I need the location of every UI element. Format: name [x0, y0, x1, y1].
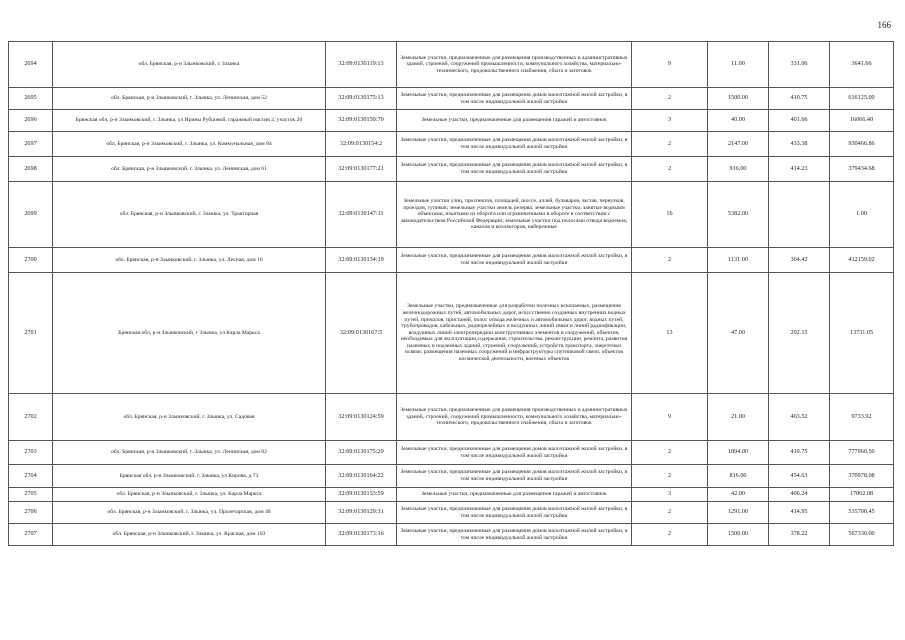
table-row: [9, 488, 894, 502]
address-cell: Брянская обл, р-н Злынковский, г. Злынка, ул Ирины Рубцовой, гаражный массив 2, участок 20: [53, 110, 326, 132]
land-purpose: Земельные участки, предназначенные для размещения производственных и административных зданий, строений, сооружений промышленности, коммунального хозяйства, материально-технического, продовольственного снабжения, сбыта и заготовок: [397, 394, 632, 441]
table-row: [9, 465, 894, 488]
cadastral-value: 370978.08: [830, 465, 894, 488]
table-row: [9, 182, 894, 248]
cadastral-number: 32:09:0130119:13: [326, 42, 397, 88]
area-value: 816.00: [708, 465, 769, 488]
specific-value: 364.42: [769, 248, 830, 273]
table-row: [9, 88, 894, 110]
table-row: [9, 132, 894, 157]
row-number: 2703: [9, 441, 53, 465]
area-value: 1894.00: [708, 441, 769, 465]
row-number: 2704: [9, 465, 53, 488]
cadastral-number: 32:09:0130129:31: [326, 502, 397, 524]
table-row: [9, 42, 894, 88]
land-purpose: Земельные участки, предназначенные для разработки полезных ископаемых, размещения железнодорожных путей, автомобильных дорог, искусственно созданных внутренних водных путей, причалов, пристаней, полос отвода железных и автомобильных дорог, водных путей, трубопроводов, кабельных, радиорелейных и воздушных линий связи и линий радиофикации, воздушных линий электропередачи конструктивных элементов и сооружений, объектов, необходимых для эксплуатации,содержания, строительства, реконструкции, ремонта, развития наземных и подземных зданий, строений, сооружений, устройств транспорта, энергетики исвязи; размещения наземных сооружений и инфраструктуры спутниковой связи, объектов космической деятельности, военных объектов: [397, 273, 632, 394]
table-row: [9, 273, 894, 394]
cadastral-number: 32:09:0130134:19: [326, 248, 397, 273]
specific-value: 378.22: [769, 524, 830, 546]
address-cell: обл. Брянская, р-н Злынковский, г. Злынка, ул. Ленинская, дом 82: [53, 441, 326, 465]
use-code: 2: [632, 157, 708, 182]
row-number: 2694: [9, 42, 53, 88]
use-code: 2: [632, 248, 708, 273]
table-row: [9, 157, 894, 182]
cadastral-table: [8, 41, 894, 546]
specific-value: 414.23: [769, 157, 830, 182]
row-number: 2707: [9, 524, 53, 546]
address-cell: обл. Брянская, р-н Злынковский, г. Злынка, ул. Тракторная: [53, 182, 326, 248]
cadastral-number: 32:09:0130150:70: [326, 110, 397, 132]
row-number: 2706: [9, 502, 53, 524]
land-purpose: Земельные участки, предназначенные для размещения гаражей и автостоянок: [397, 488, 632, 502]
area-value: 11.00: [708, 42, 769, 88]
cadastral-number: 32:09:0130147:11: [326, 182, 397, 248]
land-purpose: Земельные участки, предназначенные для размещения гаражей и автостоянок: [397, 110, 632, 132]
cadastral-value: 412159.02: [830, 248, 894, 273]
use-code: 2: [632, 132, 708, 157]
address-cell: обл. Брянская, р-н Злынковский, г. Злынка, ул. Ленинская, дом 52: [53, 88, 326, 110]
address-cell: обл. Брянская, р-н Злынковский, г. Злынка, ул. Пролетарская, дом 48: [53, 502, 326, 524]
row-number: 2705: [9, 488, 53, 502]
cadastral-value: 1.00: [830, 182, 894, 248]
use-code: 2: [632, 465, 708, 488]
land-purpose: Земельные участки, предназначенные для размещения домов малоэтажной жилой застройки, в том числе индивидуальной жилой застройки: [397, 88, 632, 110]
land-purpose: Земельные участки, предназначенные для размещения домов малоэтажной жилой застройки, в том числе индивидуальной жилой застройки: [397, 248, 632, 273]
land-purpose: Земельные участки улиц, проспектов, площадей, шоссе, аллей, бульваров, застав, переулков, проездов, тупиков; земельные участки земель резерва; земельные участки, занятые водными объектами, изъятыми из оборота или ограниченными в обороте в соответствии с законодательством Российской Федерации; земельные участки под полосами отвода водоемов, каналов и коллекторов, набережные: [397, 182, 632, 248]
specific-value: 401.66: [769, 110, 830, 132]
use-code: 2: [632, 524, 708, 546]
land-purpose: Земельные участки, предназначенные для размещения домов малоэтажной жилой застройки, в том числе индивидуальной жилой застройки: [397, 157, 632, 182]
cadastral-number: 32:09:0130167:5: [326, 273, 397, 394]
area-value: 42.00: [708, 488, 769, 502]
cadastral-value: 777960.50: [830, 441, 894, 465]
row-number: 2699: [9, 182, 53, 248]
land-purpose: Земельные участки, предназначенные для размещения производственных и административных зданий, строений, сооружений промышленности, коммунального хозяйства, материально-технического, продовольственного снабжения, сбыта и заготовок: [397, 42, 632, 88]
cadastral-value: 16066.40: [830, 110, 894, 132]
row-number: 2700: [9, 248, 53, 273]
area-value: 21.00: [708, 394, 769, 441]
cadastral-number: 32:09:0130153:59: [326, 488, 397, 502]
row-number: 2696: [9, 110, 53, 132]
cadastral-value: 616125.00: [830, 88, 894, 110]
cadastral-value: 567330.00: [830, 524, 894, 546]
address-cell: обл. Брянская, р-н Злынковский, г. Злынка, ул. Садовая: [53, 394, 326, 441]
use-code: 9: [632, 42, 708, 88]
specific-value: 414.95: [769, 502, 830, 524]
land-purpose: Земельные участки, предназначенные для размещения домов малоэтажной жилой застройки, в том числе индивидуальной жилой застройки: [397, 132, 632, 157]
cadastral-number: 32:09:0130164:22: [326, 465, 397, 488]
table-row: [9, 441, 894, 465]
cadastral-number: 32:09:0130173:16: [326, 524, 397, 546]
area-value: 2147.00: [708, 132, 769, 157]
cadastral-value: 13731.05: [830, 273, 894, 394]
use-code: 2: [632, 441, 708, 465]
specific-value: [769, 182, 830, 248]
use-code: 9: [632, 394, 708, 441]
row-number: 2695: [9, 88, 53, 110]
table-row: [9, 524, 894, 546]
use-code: 2: [632, 88, 708, 110]
cadastral-number: 32:09:0130154:2: [326, 132, 397, 157]
area-value: 40.00: [708, 110, 769, 132]
cadastral-value: 3641.66: [830, 42, 894, 88]
cadastral-value: 930466.86: [830, 132, 894, 157]
area-value: 5382.00: [708, 182, 769, 248]
address-cell: обл. Брянская, р-н Злынковский, г. Злынка, ул. Карла Маркса: [53, 488, 326, 502]
cadastral-value: 535700.45: [830, 502, 894, 524]
land-purpose: Земельные участки, предназначенные для размещения домов малоэтажной жилой застройки, в том числе индивидуальной жилой застройки: [397, 524, 632, 546]
area-value: 1131.00: [708, 248, 769, 273]
area-value: 1291.00: [708, 502, 769, 524]
row-number: 2697: [9, 132, 53, 157]
address-cell: обл. Брянская, р-н Злынковский, г. Злынка, ул. Коммунальная, дом 84: [53, 132, 326, 157]
specific-value: 406.24: [769, 488, 830, 502]
address-cell: обл. Брянская, р-н Злынковский, г. Злынка, ул. Ленинская, дом 61: [53, 157, 326, 182]
specific-value: 454.63: [769, 465, 830, 488]
specific-value: 433.38: [769, 132, 830, 157]
cadastral-number: 32:09:0130177:21: [326, 157, 397, 182]
cadastral-value: 17062.08: [830, 488, 894, 502]
land-purpose: Земельные участки, предназначенные для размещения домов малоэтажной жилой застройки, в том числе индивидуальной жилой застройки: [397, 441, 632, 465]
use-code: 3: [632, 488, 708, 502]
page-number: 166: [877, 20, 891, 30]
row-number: 2701: [9, 273, 53, 394]
area-value: 916.00: [708, 157, 769, 182]
area-value: 1500.00: [708, 88, 769, 110]
table-body: [9, 42, 894, 546]
address-cell: обл. Брянская, р-н Злынковский, г. Злынка, ул. Лесная, дом 16: [53, 248, 326, 273]
table-row: [9, 394, 894, 441]
land-purpose: Земельные участки, предназначенные для размещения домов малоэтажной жилой застройки, в том числе индивидуальной жилой застройки: [397, 465, 632, 488]
address-cell: обл. Брянская, р-н Злынковский, г. Злынка, ул. Красная, дом 103: [53, 524, 326, 546]
use-code: 2: [632, 502, 708, 524]
cadastral-value: 379434.68: [830, 157, 894, 182]
specific-value: 410.75: [769, 88, 830, 110]
address-cell: Брянская обл, р-н Злынковский, г. Злынка, ул Кирова, д 73: [53, 465, 326, 488]
area-value: 1500.00: [708, 524, 769, 546]
table-row: [9, 248, 894, 273]
address-cell: Брянская обл, р-н Злынковский, г Злынка, ул Карла Маркса: [53, 273, 326, 394]
table-row: [9, 502, 894, 524]
row-number: 2702: [9, 394, 53, 441]
area-value: 47.00: [708, 273, 769, 394]
cadastral-number: 32:09:0130124:59: [326, 394, 397, 441]
use-code: 16: [632, 182, 708, 248]
cadastral-value: 9733.92: [830, 394, 894, 441]
specific-value: 463.52: [769, 394, 830, 441]
table-row: [9, 110, 894, 132]
cadastral-number: 32:09:0130175:29: [326, 441, 397, 465]
specific-value: 410.75: [769, 441, 830, 465]
specific-value: 331.06: [769, 42, 830, 88]
address-cell: обл. Брянская, р-н Злынковский, г. Злынка: [53, 42, 326, 88]
use-code: 13: [632, 273, 708, 394]
land-purpose: Земельные участки, предназначенные для размещения домов малоэтажной жилой застройки, в том числе индивидуальной жилой застройки: [397, 502, 632, 524]
use-code: 3: [632, 110, 708, 132]
specific-value: 292.15: [769, 273, 830, 394]
cadastral-number: 32:09:0130175:13: [326, 88, 397, 110]
row-number: 2698: [9, 157, 53, 182]
